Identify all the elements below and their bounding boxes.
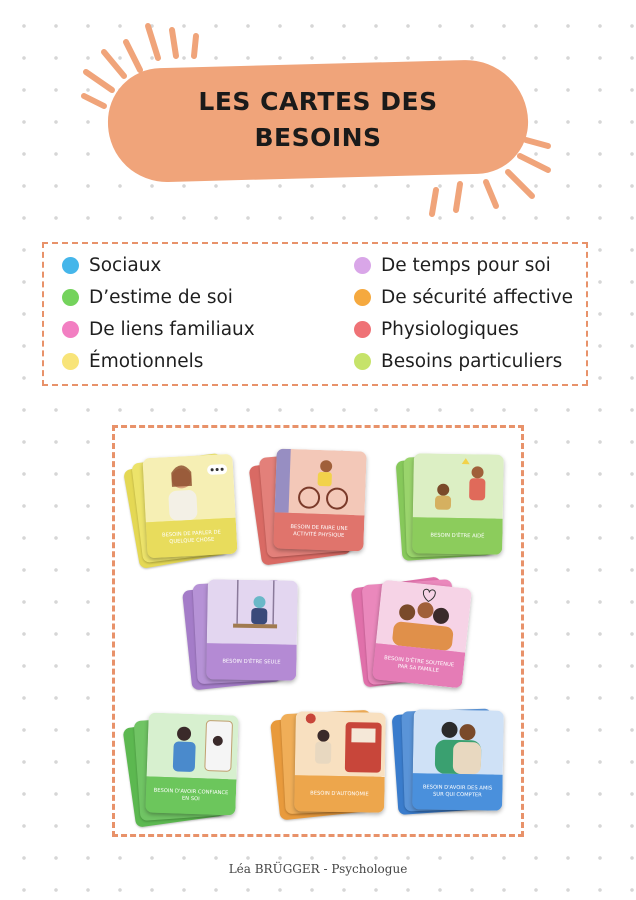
legend-item-temps-pour-soi <box>354 255 551 276</box>
card-front <box>206 579 298 681</box>
legend-label: De sécurité affective <box>381 287 574 308</box>
card-caption: BESOIN D'ÊTRE AIDÉ <box>412 517 503 555</box>
legend-item-liens-familiaux <box>62 319 255 340</box>
card-deck-etre-seule <box>187 576 297 688</box>
friends-hug-illustration-icon <box>413 709 504 775</box>
page-title <box>108 84 528 156</box>
mirror-person-illustration-icon <box>147 712 239 779</box>
card-caption: BESOIN D'AUTONOMIE <box>294 775 385 813</box>
card-caption: BESOIN D'AVOIR CONFIANCE EN SOI <box>145 776 236 815</box>
legend-label: Émotionnels <box>89 351 204 372</box>
red-dot-icon <box>354 321 371 338</box>
legend-item-emotionnels <box>62 351 203 372</box>
orange-dot-icon <box>354 289 371 306</box>
legend-label: D’estime de soi <box>89 287 233 308</box>
card-deck-amis <box>395 706 505 818</box>
legend-label: De temps pour soi <box>381 255 551 276</box>
card-caption: BESOIN D'ÊTRE SOUTENUE PAR SA FAMILLE <box>372 643 465 688</box>
card-deck-confiance <box>129 710 239 822</box>
woman-illustration-icon <box>142 454 235 523</box>
cyclist-illustration-icon <box>275 448 367 515</box>
legend-label: Physiologiques <box>381 319 519 340</box>
family-hug-illustration-icon <box>376 580 472 653</box>
blue-dot-icon <box>62 257 79 274</box>
card-caption: BESOIN D'ÊTRE SEULE <box>206 643 297 681</box>
title-line-2: BESOINS <box>254 123 382 152</box>
pink-dot-icon <box>62 321 79 338</box>
card-deck-etre-aide <box>397 450 507 562</box>
lilac-dot-icon <box>354 257 371 274</box>
yellow-dot-icon <box>62 353 79 370</box>
card-front <box>273 448 366 551</box>
train-station-illustration-icon <box>295 711 386 777</box>
card-deck-parler <box>131 450 241 562</box>
legend-item-physiologiques <box>354 319 519 340</box>
legend-item-sociaux <box>62 255 161 276</box>
card-caption: BESOIN D'AVOIR DES AMIS SUR QUI COMPTER <box>412 773 503 811</box>
card-front <box>412 453 504 555</box>
author-footer: Léa BRÜGGER - Psychologue <box>228 862 408 876</box>
green-dot-icon <box>62 289 79 306</box>
legend-label: De liens familiaux <box>89 319 255 340</box>
card-deck-autonomie <box>275 706 385 818</box>
card-deck-activite-physique <box>255 446 365 558</box>
needs-legend <box>42 242 588 386</box>
girl-on-swing-illustration-icon <box>207 579 298 645</box>
helping-hand-illustration-icon <box>413 453 504 519</box>
legend-item-securite-affective <box>354 287 573 308</box>
card-front <box>372 580 472 689</box>
card-deck-soutenue-famille <box>357 576 467 688</box>
legend-item-estime-de-soi <box>62 287 233 308</box>
legend-label: Sociaux <box>89 255 162 276</box>
card-front <box>142 454 237 559</box>
card-front <box>294 711 386 813</box>
legend-label: Besoins particuliers <box>381 351 563 372</box>
title-line-1: LES CARTES DES <box>198 87 438 116</box>
card-front <box>145 712 238 815</box>
legend-item-besoins-particuliers <box>354 351 562 372</box>
card-photos-frame <box>112 425 524 837</box>
card-caption: BESOIN DE PARLER DE QUELQUE CHOSE <box>146 518 238 559</box>
card-front <box>412 709 504 811</box>
lime-dot-icon <box>354 353 371 370</box>
card-caption: BESOIN DE FAIRE UNE ACTIVITÉ PHYSIQUE <box>273 512 364 551</box>
